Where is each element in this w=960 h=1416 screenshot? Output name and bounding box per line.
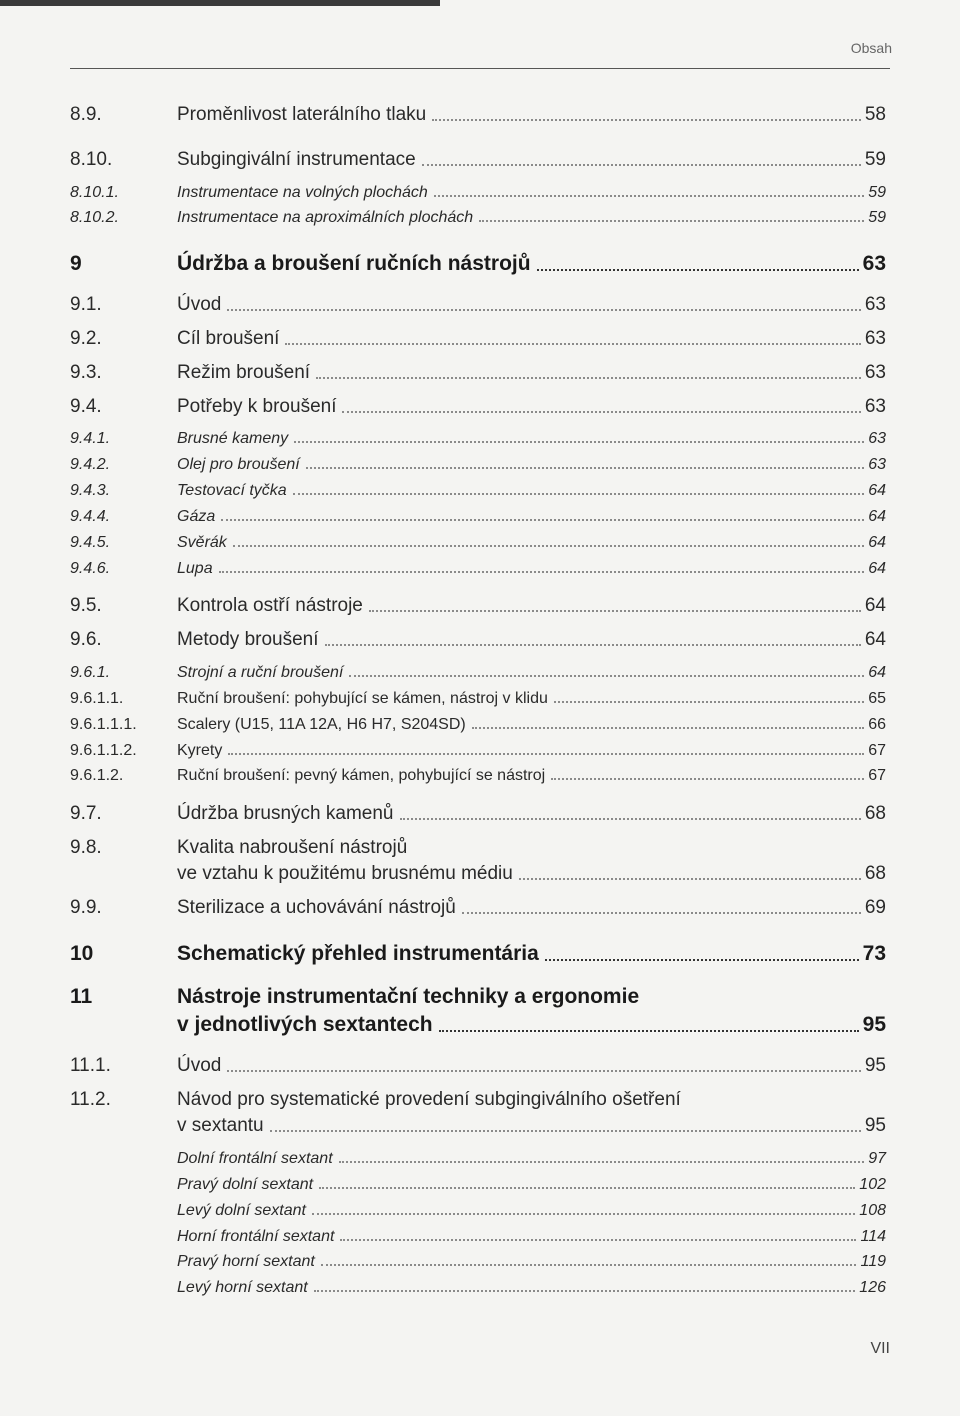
entry-page: 59 bbox=[868, 209, 886, 226]
entry-page: 63 bbox=[864, 294, 886, 315]
entry-title: Levý horní sextant bbox=[177, 1279, 308, 1296]
entry-number: 8.10.1. bbox=[70, 184, 119, 201]
toc-entry[interactable] bbox=[70, 1253, 886, 1271]
entry-page: 97 bbox=[868, 1150, 886, 1167]
leader-dots bbox=[342, 411, 860, 413]
leader-dots bbox=[369, 610, 861, 612]
entry-page: 59 bbox=[864, 149, 886, 170]
entry-title-line1: Kvalita nabroušení nástrojů bbox=[177, 837, 408, 858]
entry-page: 67 bbox=[868, 742, 886, 759]
entry-number: 11.2. bbox=[70, 1089, 111, 1110]
chapter-title: Údržba a broušení ručních nástrojů bbox=[177, 252, 531, 275]
toc-entry[interactable] bbox=[70, 149, 886, 171]
chapter-title: v jednotlivých sextantech bbox=[177, 1013, 433, 1036]
toc-entry[interactable] bbox=[70, 294, 886, 316]
entry-title: Kontrola ostří nástroje bbox=[177, 595, 363, 616]
toc-entry[interactable] bbox=[70, 1089, 886, 1137]
entry-number: 8.10. bbox=[70, 149, 113, 170]
entry-number: 9.3. bbox=[70, 362, 102, 383]
entry-page: 69 bbox=[864, 897, 886, 918]
toc-entry[interactable] bbox=[70, 430, 886, 448]
leader-dots bbox=[340, 1239, 856, 1241]
entry-title: Údržba brusných kamenů bbox=[177, 803, 394, 824]
leader-dots bbox=[314, 1290, 856, 1292]
entry-title-line1: Návod pro systematické provedení subgingiválního ošetření bbox=[177, 1089, 681, 1110]
entry-title: Gáza bbox=[177, 508, 216, 525]
leader-dots bbox=[349, 675, 864, 677]
entry-page: 63 bbox=[864, 328, 886, 349]
entry-title: Scalery (U15, 11A 12A, H6 H7, S204SD) bbox=[177, 716, 466, 733]
toc-entry[interactable] bbox=[70, 508, 886, 526]
entry-number: 9.9. bbox=[70, 897, 102, 918]
leader-dots bbox=[400, 818, 861, 820]
entry-title: Levý dolní sextant bbox=[177, 1202, 306, 1219]
entry-page: 65 bbox=[868, 690, 886, 707]
entry-number: 9.6.1.1.2. bbox=[70, 742, 137, 759]
entry-page: 63 bbox=[868, 430, 886, 447]
toc-entry[interactable] bbox=[70, 482, 886, 500]
entry-number: 9.4.4. bbox=[70, 508, 111, 525]
leader-dots bbox=[321, 1264, 857, 1266]
entry-title: Dolní frontální sextant bbox=[177, 1150, 333, 1167]
entry-page: 63 bbox=[864, 396, 886, 417]
top-edge-bar bbox=[0, 0, 440, 6]
entry-title: Úvod bbox=[177, 1055, 222, 1076]
toc-entry[interactable] bbox=[70, 104, 886, 126]
chapter-page: 73 bbox=[862, 942, 886, 965]
entry-number: 9.6. bbox=[70, 629, 102, 650]
entry-title: Horní frontální sextant bbox=[177, 1228, 335, 1245]
leader-dots bbox=[432, 119, 861, 121]
entry-number: 9.8. bbox=[70, 837, 102, 858]
entry-page: 68 bbox=[864, 863, 886, 884]
toc-entry[interactable] bbox=[70, 328, 886, 350]
toc-entry[interactable] bbox=[70, 1176, 886, 1194]
entry-title: v sextantu bbox=[177, 1115, 264, 1136]
toc-entry[interactable] bbox=[70, 1202, 886, 1220]
entry-title: Brusné kameny bbox=[177, 430, 289, 447]
entry-title: Metody broušení bbox=[177, 629, 319, 650]
chapter-number: 11 bbox=[70, 985, 93, 1008]
leader-dots bbox=[325, 644, 861, 646]
leader-dots bbox=[434, 195, 864, 197]
leader-dots bbox=[537, 269, 859, 271]
entry-title: Lupa bbox=[177, 560, 213, 577]
toc-entry[interactable] bbox=[70, 184, 886, 202]
leader-dots bbox=[219, 571, 865, 573]
entry-page: 64 bbox=[864, 629, 886, 650]
toc-entry[interactable] bbox=[70, 767, 886, 785]
leader-dots bbox=[228, 753, 864, 755]
entry-title: Ruční broušení: pevný kámen, pohybující se nástroj bbox=[177, 767, 546, 784]
leader-dots bbox=[472, 727, 864, 729]
toc-entry[interactable] bbox=[70, 1279, 886, 1297]
entry-title: Ruční broušení: pohybující se kámen, nástroj v klidu bbox=[177, 690, 548, 707]
chapter-number: 9 bbox=[70, 252, 82, 275]
leader-dots bbox=[312, 1213, 855, 1215]
toc-entry[interactable] bbox=[70, 716, 886, 734]
leader-dots bbox=[227, 309, 861, 311]
entry-title: Režim broušení bbox=[177, 362, 311, 383]
entry-title: Sterilizace a uchovávání nástrojů bbox=[177, 897, 456, 918]
header-rule bbox=[70, 68, 890, 69]
toc-entry[interactable] bbox=[70, 664, 886, 682]
toc-entry[interactable] bbox=[70, 456, 886, 474]
entry-page: 64 bbox=[868, 664, 886, 681]
entry-page: 108 bbox=[859, 1202, 886, 1219]
entry-number: 9.2. bbox=[70, 328, 102, 349]
leader-dots bbox=[270, 1130, 861, 1132]
entry-title: Olej pro broušení bbox=[177, 456, 300, 473]
leader-dots bbox=[293, 493, 865, 495]
entry-title: Úvod bbox=[177, 294, 222, 315]
toc-entry[interactable] bbox=[70, 837, 886, 885]
entry-number: 9.4.5. bbox=[70, 534, 111, 551]
entry-title: Instrumentace na volných plochách bbox=[177, 184, 428, 201]
chapter-title-line1: Nástroje instrumentační techniky a ergonomie bbox=[177, 985, 640, 1008]
entry-page: 64 bbox=[868, 560, 886, 577]
entry-title: Cíl broušení bbox=[177, 328, 280, 349]
entry-number: 11.1. bbox=[70, 1055, 111, 1076]
page-folio: VII bbox=[870, 1340, 890, 1357]
entry-page: 58 bbox=[864, 104, 886, 125]
leader-dots bbox=[462, 912, 861, 914]
toc-entry[interactable] bbox=[70, 362, 886, 384]
entry-page: 66 bbox=[868, 716, 886, 733]
toc-chapter[interactable] bbox=[70, 985, 886, 1037]
leader-dots bbox=[545, 959, 859, 961]
entry-number: 9.6.1.1.1. bbox=[70, 716, 137, 733]
toc-entry[interactable] bbox=[70, 1150, 886, 1168]
toc-entry[interactable] bbox=[70, 209, 886, 227]
leader-dots bbox=[551, 778, 864, 780]
entry-number: 9.7. bbox=[70, 803, 102, 824]
entry-page: 67 bbox=[868, 767, 886, 784]
entry-page: 102 bbox=[859, 1176, 886, 1193]
toc-chapter[interactable] bbox=[70, 252, 886, 276]
entry-page: 95 bbox=[864, 1055, 886, 1076]
toc-entry[interactable] bbox=[70, 396, 886, 418]
entry-number: 8.10.2. bbox=[70, 209, 119, 226]
leader-dots bbox=[422, 164, 861, 166]
leader-dots bbox=[319, 1187, 855, 1189]
entry-page: 95 bbox=[864, 1115, 886, 1136]
entry-title: Svěrák bbox=[177, 534, 227, 551]
entry-number: 9.4.6. bbox=[70, 560, 111, 577]
chapter-page: 63 bbox=[862, 252, 886, 275]
entry-number: 9.6.1.2. bbox=[70, 767, 124, 784]
toc-entry[interactable] bbox=[70, 629, 886, 651]
leader-dots bbox=[233, 545, 864, 547]
toc-entry[interactable] bbox=[70, 595, 886, 617]
entry-page: 64 bbox=[864, 595, 886, 616]
entry-title: Instrumentace na aproximálních plochách bbox=[177, 209, 474, 226]
entry-page: 63 bbox=[868, 456, 886, 473]
toc-entry[interactable] bbox=[70, 742, 886, 760]
toc-entry[interactable] bbox=[70, 1055, 886, 1077]
leader-dots bbox=[316, 377, 861, 379]
entry-page: 59 bbox=[868, 184, 886, 201]
entry-number: 9.4.3. bbox=[70, 482, 111, 499]
entry-number: 9.4. bbox=[70, 396, 102, 417]
entry-page: 64 bbox=[868, 508, 886, 525]
leader-dots bbox=[221, 519, 864, 521]
entry-number: 9.5. bbox=[70, 595, 102, 616]
entry-number: 9.4.2. bbox=[70, 456, 111, 473]
running-header: Obsah bbox=[850, 40, 892, 56]
entry-number: 9.6.1.1. bbox=[70, 690, 124, 707]
leader-dots bbox=[479, 220, 864, 222]
entry-title: Testovací tyčka bbox=[177, 482, 287, 499]
leader-dots bbox=[227, 1070, 861, 1072]
entry-page: 119 bbox=[860, 1253, 886, 1270]
entry-number: 9.1. bbox=[70, 294, 102, 315]
toc-entry[interactable] bbox=[70, 690, 886, 708]
entry-page: 64 bbox=[868, 482, 886, 499]
entry-number: 9.6.1. bbox=[70, 664, 111, 681]
chapter-title: Schematický přehled instrumentária bbox=[177, 942, 539, 965]
leader-dots bbox=[306, 467, 864, 469]
entry-page: 68 bbox=[864, 803, 886, 824]
entry-page: 126 bbox=[859, 1279, 886, 1296]
entry-title: Subgingivální instrumentace bbox=[177, 149, 416, 170]
entry-title: Kyrety bbox=[177, 742, 223, 759]
toc-entry[interactable] bbox=[70, 897, 886, 919]
leader-dots bbox=[339, 1161, 865, 1163]
entry-page: 114 bbox=[860, 1228, 886, 1245]
toc-entry[interactable] bbox=[70, 1228, 886, 1246]
entry-page: 63 bbox=[864, 362, 886, 383]
entry-title: Proměnlivost laterálního tlaku bbox=[177, 104, 427, 125]
toc-chapter[interactable] bbox=[70, 942, 886, 966]
entry-title: Pravý dolní sextant bbox=[177, 1176, 314, 1193]
leader-dots bbox=[294, 441, 864, 443]
leader-dots bbox=[519, 878, 861, 880]
entry-title: Strojní a ruční broušení bbox=[177, 664, 344, 681]
leader-dots bbox=[439, 1030, 859, 1032]
entry-title: Potřeby k broušení bbox=[177, 396, 337, 417]
chapter-page: 95 bbox=[862, 1013, 886, 1036]
entry-number: 8.9. bbox=[70, 104, 102, 125]
leader-dots bbox=[285, 343, 860, 345]
toc-entry[interactable] bbox=[70, 803, 886, 825]
toc-entry[interactable] bbox=[70, 560, 886, 578]
leader-dots bbox=[554, 701, 864, 703]
chapter-number: 10 bbox=[70, 942, 94, 965]
entry-page: 64 bbox=[868, 534, 886, 551]
entry-title: Pravý horní sextant bbox=[177, 1253, 315, 1270]
entry-number: 9.4.1. bbox=[70, 430, 111, 447]
toc-entry[interactable] bbox=[70, 534, 886, 552]
entry-title: ve vztahu k použitému brusnému médiu bbox=[177, 863, 513, 884]
